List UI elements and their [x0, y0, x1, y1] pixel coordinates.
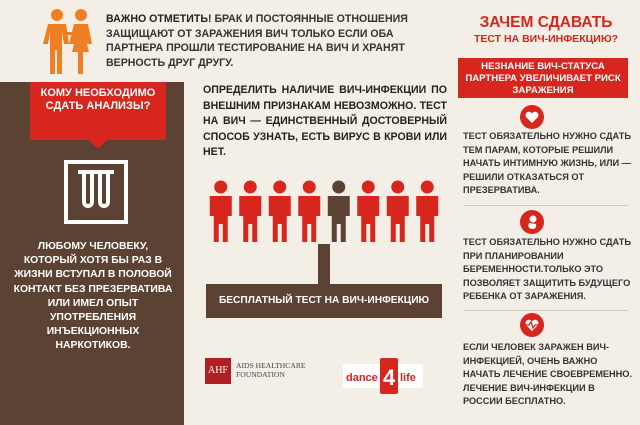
reason-item-3: ЕСЛИ ЧЕЛОВЕК ЗАРАЖЕН ВИЧ-ИНФЕКЦИЕЙ, ОЧЕНЬ ВАЖНО НАЧАТЬ ЛЕЧЕНИЕ СВОЕВРЕМЕННО. ЛЕЧЕНИЕ ВИЧ-ИНФЕКЦИИ В РОССИИ БЕСПЛАТНО.: [463, 342, 633, 406]
person-figure: [210, 181, 232, 243]
couple-icon: [40, 8, 98, 74]
dance4life-logo: [343, 358, 423, 394]
reason-item-1: ТЕСТ ОБЯЗАТЕЛЬНО НУЖНО СДАТЬ ТЕМ ПАРАМ, КОТОРЫЕ РЕШИЛИ НАЧАТЬ ИНТИМНУЮ ЖИЗНЬ, ИЛИ — РЕШИЛИ ОТКАЗАТЬСЯ ОТ ПРЕЗЕРВАТИВА.: [463, 131, 631, 195]
right-title: [458, 14, 634, 46]
heart-icon: [520, 105, 544, 129]
left-panel-text: ЛЮБОМУ ЧЕЛОВЕКУ, КОТОРЫЙ ХОТЯ БЫ РАЗ В ЖИЗНИ ВСТУПАЛ В ПОЛОВОЙ КОНТАКТ БЕЗ ПРЕЗЕРВАТИВА ИЛИ ИМЕЛ ОПЫТ УПОТРЕБЛЕНИЯ ИНЪЕКЦИОННЫХ НАРКОТИКОВ.: [13, 241, 173, 352]
ahf-logo: AHF: [205, 358, 231, 384]
person-figure: [269, 181, 291, 243]
left-panel-title: [30, 82, 166, 140]
note-lead: ВАЖНО ОТМЕТИТЬ!: [106, 13, 212, 25]
person-figure: [298, 181, 320, 243]
free-test-banner: БЕСПЛАТНЫЙ ТЕСТ НА ВИЧ-ИНФЕКЦИЮ: [206, 284, 442, 318]
fetus-icon: [520, 210, 544, 234]
heartbeat-icon: [520, 313, 544, 337]
life-text: life: [400, 372, 416, 384]
risk-banner: НЕЗНАНИЕ ВИЧ-СТАТУСА ПАРТНЕРА УВЕЛИЧИВАЕТ РИСК ЗАРАЖЕНИЯ: [458, 58, 628, 98]
test-tubes-icon: [64, 160, 128, 224]
ahf-name: AIDS HEALTHCARE FOUNDATION: [236, 361, 306, 379]
middle-text: ОПРЕДЕЛИТЬ НАЛИЧИЕ ВИЧ-ИНФЕКЦИИ ПО ВНЕШНИМ ПРИЗНАКАМ НЕВОЗМОЖНО. ТЕСТ НА ВИЧ — ЕДИНСТВЕННЫЙ ДОСТОВЕРНЫЙ СПОСОБ УЗНАТЬ, ЕСТЬ ВИРУС В КРОВИ ИЛИ НЕТ.: [203, 84, 447, 158]
people-row: [206, 180, 442, 242]
person-figure: [387, 181, 409, 243]
right-title-main: ЗАЧЕМ СДАВАТЬ: [479, 14, 613, 31]
banner-connector: [318, 244, 330, 286]
note-text: БРАК И ПОСТОЯННЫЕ ОТНОШЕНИЯ ЗАЩИЩАЮТ ОТ ЗАРАЖЕНИЯ ВИЧ ТОЛЬКО ЕСЛИ ОБА ПАРТНЕРА ПРОШЛИ ТЕСТИРОВАНИЕ НА ВИЧ И ХРАНЯТ ВЕРНОСТЬ ДРУГ ДРУГУ.: [106, 13, 408, 69]
dance-number: 4: [383, 365, 396, 390]
person-figure: [357, 181, 379, 243]
divider: [464, 205, 628, 206]
person-figure: [239, 181, 261, 243]
person-figure: [416, 181, 438, 243]
reason-item-2: ТЕСТ ОБЯЗАТЕЛЬНО НУЖНО СДАТЬ ПРИ ПЛАНИРОВАНИИ БЕРЕМЕННОСТИ.ТОЛЬКО ЭТО ПОЗВОЛЯЕТ ЗАЩИТИТЬ БУДУЩЕГО РЕБЕНКА ОТ ЗАРАЖЕНИЯ.: [463, 237, 631, 301]
left-panel-title-text: КОМУ НЕОБХОДИМО СДАТЬ АНАЛИЗЫ?: [40, 87, 156, 112]
right-title-sub: ТЕСТ НА ВИЧ-ИНФЕКЦИЮ?: [473, 33, 619, 45]
person-figure-highlighted: [328, 181, 350, 243]
important-note: [106, 12, 436, 70]
dance-text: dance: [346, 372, 378, 384]
divider: [464, 310, 628, 311]
